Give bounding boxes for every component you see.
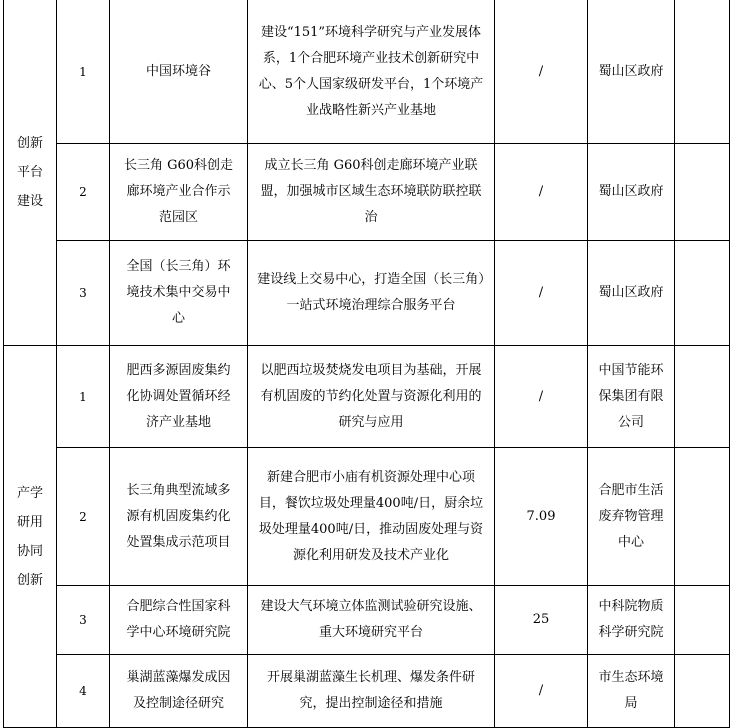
remark-cell bbox=[675, 0, 730, 144]
row-number: 4 bbox=[57, 655, 110, 728]
project-content: 成立长三角 G60科创走廊环境产业联盟，加强城市区域生态环境联防联控联治 bbox=[248, 144, 495, 241]
category-cell: 创新平台建设 bbox=[4, 0, 57, 346]
project-name: 长三角典型流域多源有机固废集约化处置集成示范项目 bbox=[110, 448, 248, 586]
project-content: 建设线上交易中心，打造全国（长三角）一站式环境治理综合服务平台 bbox=[248, 241, 495, 346]
project-content: 建设大气环境立体监测试验研究设施、重大环境研究平台 bbox=[248, 586, 495, 655]
remark-cell bbox=[675, 241, 730, 346]
investment-cell: / bbox=[495, 144, 588, 241]
row-number: 2 bbox=[57, 448, 110, 586]
project-name: 肥西多源固废集约化协调处置循环经济产业基地 bbox=[110, 346, 248, 448]
row-number: 3 bbox=[57, 241, 110, 346]
owner-cell: 合肥市生活废弃物管理中心 bbox=[588, 448, 675, 586]
row-number: 3 bbox=[57, 586, 110, 655]
owner-cell: 中国节能环保集团有限公司 bbox=[588, 346, 675, 448]
investment-cell: / bbox=[495, 241, 588, 346]
project-name: 中国环境谷 bbox=[110, 0, 248, 144]
project-name: 长三角 G60科创走廊环境产业合作示范园区 bbox=[110, 144, 248, 241]
project-name: 全国（长三角）环境技术集中交易中心 bbox=[110, 241, 248, 346]
remark-cell bbox=[675, 144, 730, 241]
table-row bbox=[4, 346, 730, 448]
owner-cell: 蜀山区政府 bbox=[588, 0, 675, 144]
investment-cell: / bbox=[495, 0, 588, 144]
owner-cell: 蜀山区政府 bbox=[588, 144, 675, 241]
investment-cell: / bbox=[495, 346, 588, 448]
table-row bbox=[4, 655, 730, 728]
table-row bbox=[4, 586, 730, 655]
project-name: 巢湖蓝藻爆发成因及控制途径研究 bbox=[110, 655, 248, 728]
remark-cell bbox=[675, 655, 730, 728]
row-number: 1 bbox=[57, 0, 110, 144]
project-table bbox=[3, 0, 730, 728]
owner-cell: 蜀山区政府 bbox=[588, 241, 675, 346]
table-row bbox=[4, 448, 730, 586]
project-content: 开展巢湖蓝藻生长机理、爆发条件研究，提出控制途径和措施 bbox=[248, 655, 495, 728]
table-row bbox=[4, 241, 730, 346]
project-content: 新建合肥市小庙有机资源处理中心项目，餐饮垃圾处理量400吨/日，厨余垃圾处理量400吨/日，推动固废处理与资源化利用研发及技术产业化 bbox=[248, 448, 495, 586]
table-row bbox=[4, 0, 730, 144]
investment-cell: 25 bbox=[495, 586, 588, 655]
investment-cell: 7.09 bbox=[495, 448, 588, 586]
project-name: 合肥综合性国家科学中心环境研究院 bbox=[110, 586, 248, 655]
remark-cell bbox=[675, 448, 730, 586]
table-row bbox=[4, 144, 730, 241]
row-number: 2 bbox=[57, 144, 110, 241]
category-cell: 产学研用协同创新 bbox=[4, 346, 57, 728]
owner-cell: 中科院物质科学研究院 bbox=[588, 586, 675, 655]
investment-cell: / bbox=[495, 655, 588, 728]
row-number: 1 bbox=[57, 346, 110, 448]
project-content: 以肥西垃圾焚烧发电项目为基础，开展有机固废的节约化处置与资源化利用的研究与应用 bbox=[248, 346, 495, 448]
remark-cell bbox=[675, 346, 730, 448]
project-content: 建设“151”环境科学研究与产业发展体系，1个合肥环境产业技术创新研究中心、5个人国家级研发平台，1个环境产业战略性新兴产业基地 bbox=[248, 0, 495, 144]
owner-cell: 市生态环境局 bbox=[588, 655, 675, 728]
remark-cell bbox=[675, 586, 730, 655]
